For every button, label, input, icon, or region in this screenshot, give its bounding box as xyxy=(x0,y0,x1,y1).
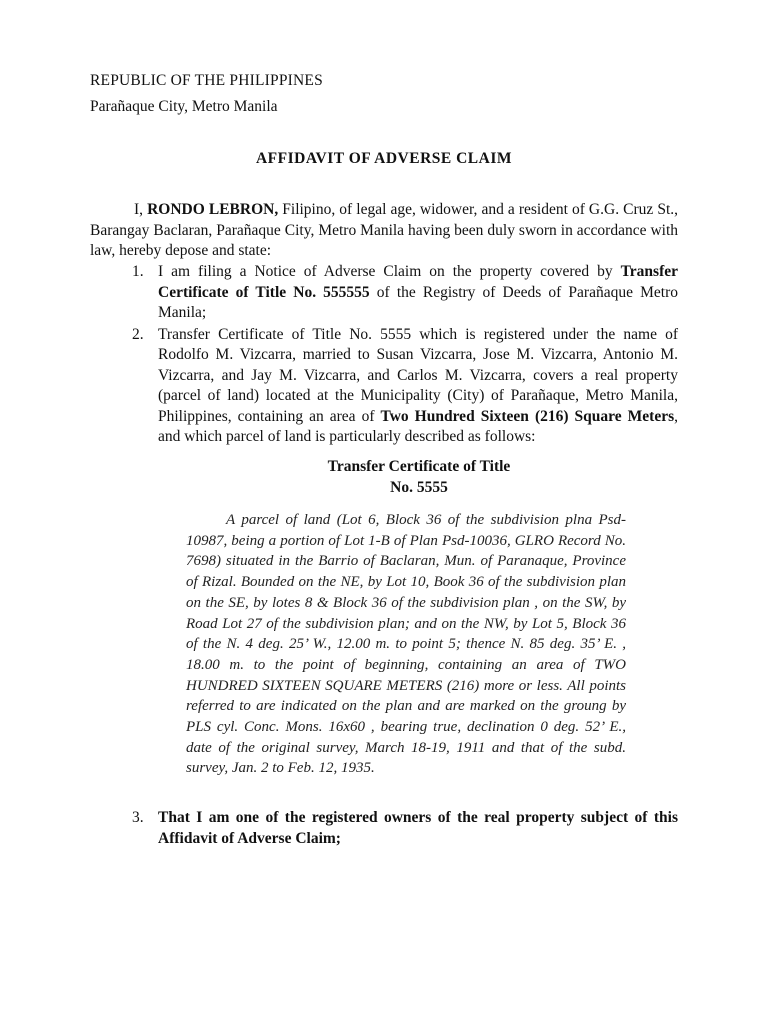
header-city: Parañaque City, Metro Manila xyxy=(90,98,278,115)
item-text-part: Transfer Certificate of Title No. 5555 which is registered under the name of Rodolfo M. Vizcarra, married to Susan Vizcarra, Jose M. Vizcarra, Antonio M. Vizcarra, and Jay M. Vizcarra, and Carlos M. Vizcarra, covers a real property (parcel of land) located at the Municipality (City) of Parañaque, Metro Manila, Philippines, containing an area of xyxy=(158,325,678,425)
list-item xyxy=(132,262,678,324)
tct-heading-line2: No. 5555 xyxy=(390,479,448,496)
property-description: A parcel of land (Lot 6, Block 36 of the subdivision plna Psd-10987, being a portion of Lot 1-B of Plan Psd-10036, GLRO Record No. 7698) situated in the Barrio of Baclaran, Mun. of Paranaque, Province of Rizal. Bounded on the NE, by Lot 10, Book 36 of the subdivision plan on the SE, by lotes 8 & Block 36 of the subdivision plan , on the SW, by Road Lot 27 of the subdivision plan; and on the NW, by Lot 5, Block 36 of the N. 4 deg. 25’ W., 12.00 m. to point 5; thence N. 85 deg. 35’ E. , 18.00 m. to the point of beginning, containing an area of TWO HUNDRED SIXTEEN SQUARE METERS (216) more or less. All points referred to are indicated on the plan and are marked on the groung by PLS cyl. Conc. Mons. 16x60 , bearing true, declination 0 deg. 52’ E., date of the original survey, March 18-19, 1911 and that of the subd. survey, Jan. 2 to Feb. 12, 1935. xyxy=(186,512,626,777)
list-item-text xyxy=(158,262,678,324)
intro-pre: I, xyxy=(134,201,148,218)
item-text-part: , and which parcel of land is particularly described as follows: xyxy=(158,407,678,445)
header-republic: REPUBLIC OF THE PHILIPPINES xyxy=(90,72,323,89)
tct-heading-line1: Transfer Certificate of Title xyxy=(327,458,511,475)
list-item-number: 3. xyxy=(132,809,144,826)
item-text-part: I am filing a Notice of Adverse Claim on the property covered by xyxy=(158,263,621,280)
affiant-name: RONDO LEBRON, xyxy=(147,201,279,218)
tct-heading xyxy=(0,456,768,498)
list-item-number: 1. xyxy=(132,263,144,280)
list-item xyxy=(132,808,678,849)
item-bold-part: Two Hundred Sixteen (216) Square Meters xyxy=(380,407,675,425)
list-item-number: 2. xyxy=(132,325,144,343)
list-item-text xyxy=(158,325,678,448)
document-title: AFFIDAVIT OF ADVERSE CLAIM xyxy=(255,150,512,167)
intro-paragraph xyxy=(90,200,678,262)
numbered-list xyxy=(132,262,678,449)
item-bold-part: Transfer Certificate of Title No. 555555 xyxy=(158,263,678,301)
list-item xyxy=(132,325,678,448)
list-item-text: That I am one of the registered owners of the real property subject of this Affidavit of Adverse Claim; xyxy=(158,809,678,847)
item-text-part: of the Registry of Deeds of Parañaque Metro Manila; xyxy=(158,283,678,321)
intro-post: Filipino, of legal age, widower, and a resident of G.G. Cruz St., Barangay Baclaran, Parañaque City, Metro Manila having been duly sworn in accordance with law, hereby depose and state: xyxy=(90,201,678,259)
